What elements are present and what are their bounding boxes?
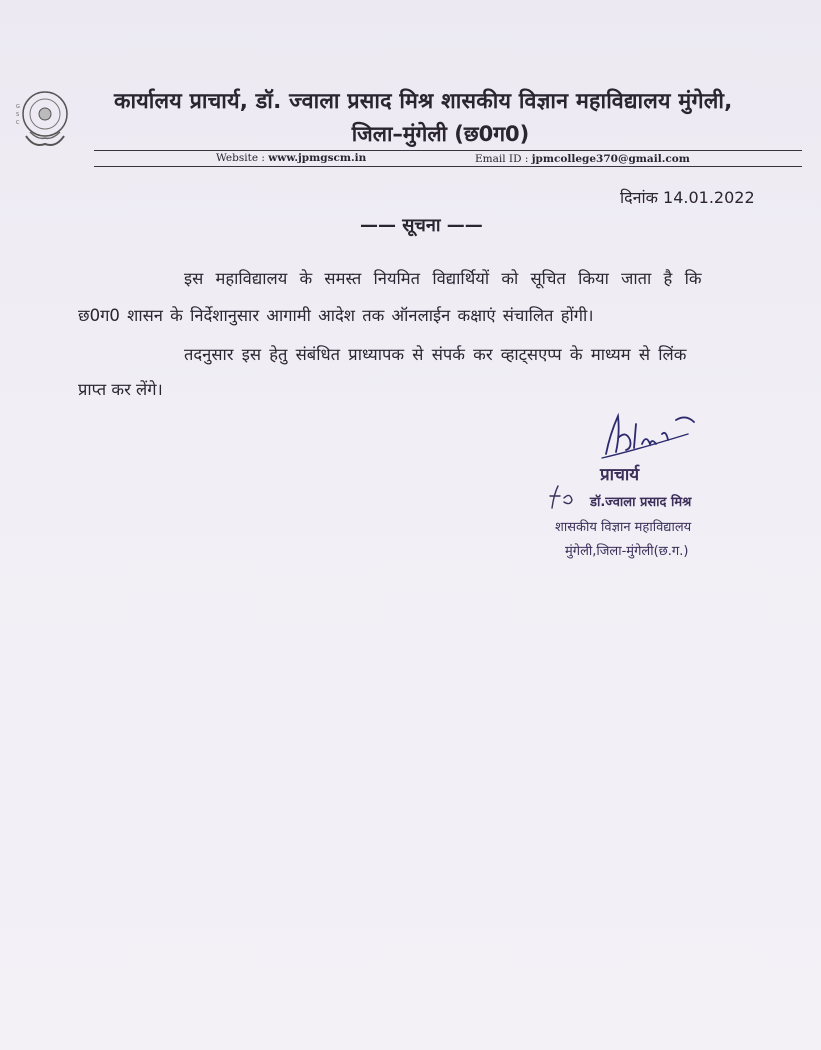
principal-signature bbox=[596, 404, 726, 462]
header-rule-top bbox=[94, 150, 802, 151]
notice-date: दिनांक 14.01.2022 bbox=[620, 188, 755, 207]
office-title-line2: जिला–मुंगेली (छ0ग0) bbox=[351, 122, 530, 146]
body-para1-line2: छ0ग0 शासन के निर्देशानुसार आगामी आदेश तक ऑनलाईन कक्षाएं संचालित होंगी। bbox=[78, 306, 594, 325]
email-label: Email ID : bbox=[475, 153, 532, 165]
svg-text:S: S bbox=[16, 112, 20, 118]
body-para2-line1: तदनुसार इस हेतु संबंधित प्राध्यापक से संपर्क कर व्हाट्सएप्प के माध्यम से लिंक bbox=[184, 345, 687, 364]
notice-heading: —— सूचना —— bbox=[360, 215, 483, 236]
email-link[interactable]: jpmcollege370@gmail.com bbox=[531, 153, 690, 165]
stamp-address: मुंगेली,जिला-मुंगेली(छ.ग.) bbox=[565, 544, 689, 559]
stamp-designation: प्राचार्य bbox=[600, 465, 640, 485]
stamp-name: डॉ.ज्वाला प्रसाद मिश्र bbox=[590, 495, 692, 510]
website-label: Website : bbox=[216, 152, 269, 164]
email-info bbox=[475, 153, 690, 165]
body-para1-line1: इस महाविद्यालय के समस्त नियमित विद्यार्थियों को सूचित किया जाता है कि bbox=[184, 269, 702, 288]
website-info bbox=[216, 152, 366, 164]
body-para2-line2: प्राप्त कर लेंगे। bbox=[78, 380, 163, 399]
website-link[interactable]: www.jpmgscm.in bbox=[268, 152, 367, 164]
header-rule-bottom bbox=[94, 166, 802, 167]
svg-text:G: G bbox=[16, 104, 20, 110]
office-title-line1: कार्यालय प्राचार्य, डॉ. ज्वाला प्रसाद मिश्र शासकीय विज्ञान महाविद्यालय मुंगेली, bbox=[114, 89, 733, 114]
svg-text:C: C bbox=[16, 120, 20, 126]
for-mark-icon bbox=[546, 482, 586, 512]
stamp-college: शासकीय विज्ञान महाविद्यालय bbox=[555, 520, 692, 535]
